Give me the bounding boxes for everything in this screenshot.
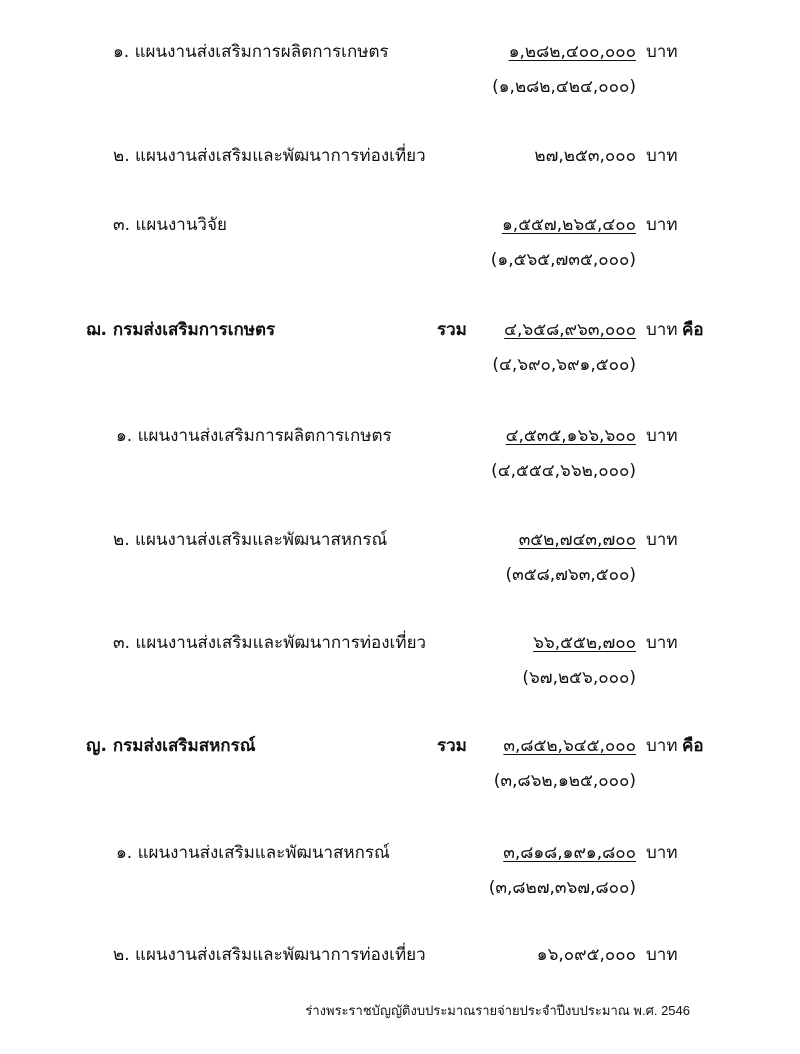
plan-label: ๑. แผนงานส่งเสริมการผลิตการเกษตร <box>113 42 389 62</box>
section-title: ญ. กรมส่งเสริมสหกรณ์ <box>86 736 256 756</box>
unit-label: บาท <box>646 426 678 446</box>
prev-amount: (๔,๕๕๔,๖๖๒,๐๐๐) <box>491 461 636 481</box>
plan-amount: ๑,๕๕๗,๒๖๕,๔๐๐ <box>502 215 636 235</box>
prev-amount: (๑,๕๖๕,๗๓๕,๐๐๐) <box>490 250 636 270</box>
suffix-label: คือ <box>682 736 704 756</box>
section-total-amount: ๓,๘๕๒,๖๔๕,๐๐๐ <box>503 736 636 756</box>
prev-amount: (๓๕๘,๗๖๓,๕๐๐) <box>505 565 636 585</box>
unit-label: บาท <box>646 633 678 653</box>
unit-label: บาท <box>646 146 678 166</box>
unit-label: บาท <box>646 843 678 863</box>
prev-amount: (๖๗,๒๕๖,๐๐๐) <box>522 668 636 688</box>
unit-label: บาท <box>646 530 678 550</box>
plan-label: ๒. แผนงานส่งเสริมและพัฒนาการท่องเที่ยว <box>113 945 426 965</box>
plan-amount: ๒๗,๒๕๓,๐๐๐ <box>534 146 636 166</box>
plan-label: ๒. แผนงานส่งเสริมและพัฒนาสหกรณ์ <box>113 530 388 550</box>
total-label: รวม <box>437 320 467 340</box>
plan-label: ๓. แผนงานวิจัย <box>113 215 227 235</box>
unit-label: บาท <box>646 320 678 340</box>
document-footer: ร่างพระราชบัญญัติงบประมาณรายจ่ายประจำปีงบประมาณ พ.ศ. 2546 <box>305 1003 690 1018</box>
suffix-label: คือ <box>682 320 704 340</box>
unit-label: บาท <box>646 215 678 235</box>
plan-label: ๑. แผนงานส่งเสริมการผลิตการเกษตร <box>116 426 392 446</box>
section-total-amount: ๔,๖๕๘,๙๖๓,๐๐๐ <box>504 320 636 340</box>
prev-amount: (๔,๖๙๐,๖๙๑,๕๐๐) <box>492 355 636 375</box>
plan-amount: ๓,๘๑๘,๑๙๑,๘๐๐ <box>503 843 636 863</box>
unit-label: บาท <box>646 945 678 965</box>
prev-amount: (๓,๘๒๗,๓๖๗,๘๐๐) <box>488 878 636 898</box>
plan-amount: ๖๖,๕๕๒,๗๐๐ <box>533 633 636 653</box>
plan-amount: ๓๕๒,๗๔๓,๗๐๐ <box>518 530 636 550</box>
plan-amount: ๔,๕๓๕,๑๖๖,๖๐๐ <box>505 426 636 446</box>
plan-amount: ๑๖,๐๙๕,๐๐๐ <box>536 945 636 965</box>
plan-label: ๓. แผนงานส่งเสริมและพัฒนาการท่องเที่ยว <box>113 633 427 653</box>
plan-label: ๑. แผนงานส่งเสริมและพัฒนาสหกรณ์ <box>116 843 390 863</box>
prev-amount: (๑,๒๘๒,๔๒๔,๐๐๐) <box>492 77 636 97</box>
unit-label: บาท <box>646 736 678 756</box>
total-label: รวม <box>437 736 467 756</box>
prev-amount: (๓,๘๖๒,๑๒๕,๐๐๐) <box>493 771 636 791</box>
unit-label: บาท <box>646 42 678 62</box>
plan-amount: ๑,๒๘๒,๔๐๐,๐๐๐ <box>508 42 636 62</box>
plan-label: ๒. แผนงานส่งเสริมและพัฒนาการท่องเที่ยว <box>113 146 426 166</box>
section-title: ฌ. กรมส่งเสริมการเกษตร <box>86 320 276 340</box>
